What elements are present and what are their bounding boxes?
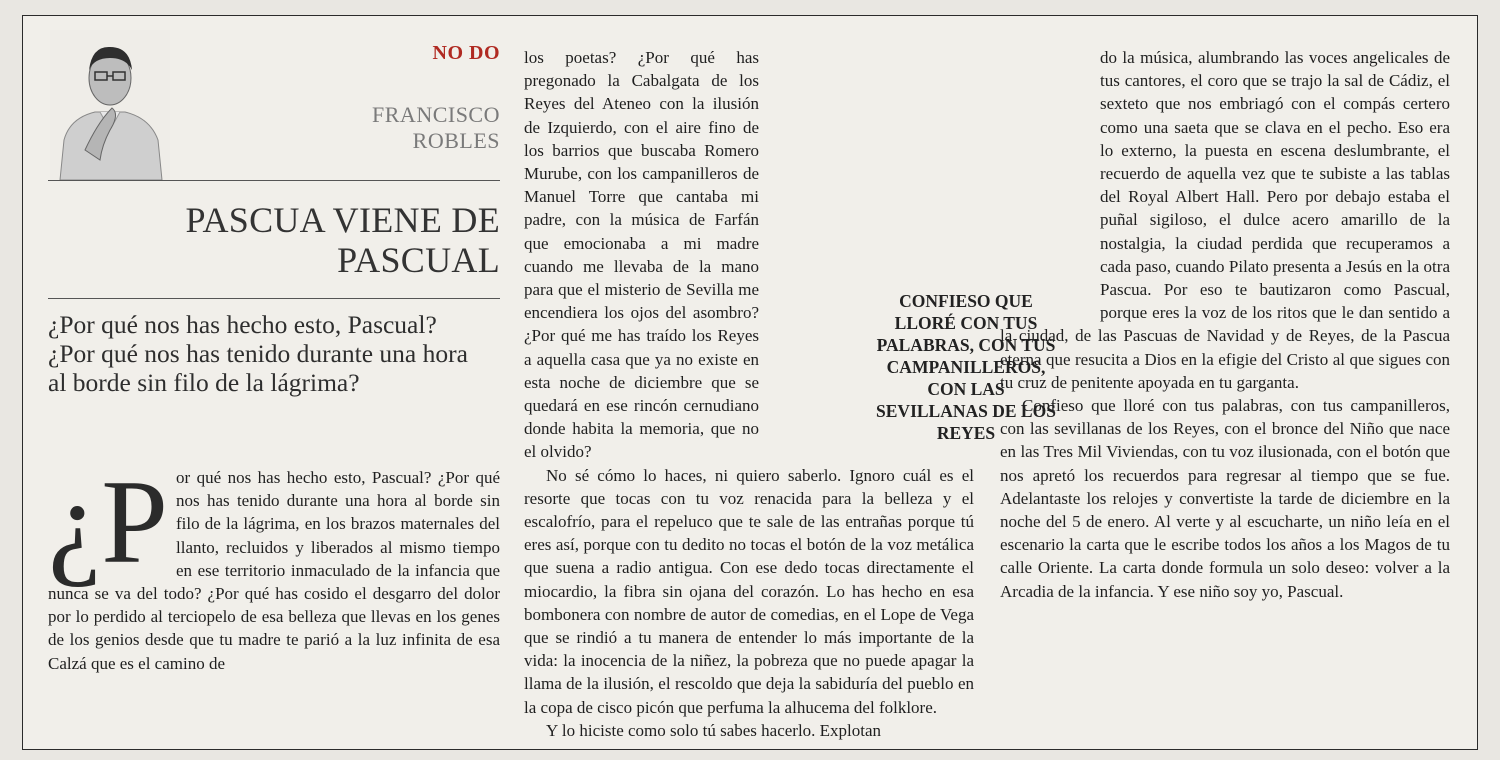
- headline: PASCUA VIENE DE PASCUAL: [185, 200, 500, 280]
- author-byline: [300, 102, 500, 154]
- lead-paragraph: ¿Por qué nos has hecho esto, Pascual? ¿Por qué nos has tenido durante una hora al borde sin filo de la lágrima?: [48, 310, 468, 397]
- drop-cap: ¿P: [48, 455, 168, 588]
- paragraph-4: Confieso que lloré con tus palabras, con tus campanilleros, con las sevillanas de los Reyes, con el bronce del Niño que nace en las Tres Mil Viviendas, con tu voz ilusionada, con el botón que nos apretó los recuerdos para regresar al tiempo que se fue. Adelantaste los relojes y convertiste la tarde de diciembre en la noche del 5 de enero. Al verte y al escucharte, un niño leía en el escenario la carta que le escribe todos los años a los Magos de tu calle Oriente. La carta donde formula un solo deseo: volver a la Arcadia de la infancia. Y ese niño soy yo, Pascual.: [1000, 396, 1450, 601]
- paragraph-3: Y lo hiciste como solo tú sabes hacerlo. Explotan: [546, 720, 882, 740]
- column-1-body: [48, 455, 500, 675]
- column-3-body: [1000, 46, 1450, 603]
- headline-rule: [48, 298, 500, 299]
- pull-quote: CONFIESO QUE LLORÉ CON TUS PALABRAS, CON TUS CAMPANILLEROS, CON LAS SEVILLANAS DE LOS REYES: [876, 291, 1056, 443]
- author-last-name: ROBLES: [412, 128, 500, 153]
- paragraph-1: or qué nos has hecho esto, Pascual? ¿Por qué nos has tenido durante una hora al borde sin filo de la lágrima, en los brazos maternales del llanto, recluidos y liberados al mismo tiempo en ese territorio inmaculado de la infancia que nunca se va del todo? ¿Por qué has cosido el desgarro del dolor por lo perdido al terciopelo de esa belleza que llevas en los genes de los genios desde que tu madre te parió a la luz infinita de esa Calzá que es el camino de: [48, 468, 500, 673]
- author-photo: [50, 30, 170, 180]
- paragraph-2: No sé cómo lo haces, ni quiero saberlo. Ignoro cuál es el resorte que tocas con tu voz renacida para la belleza y el escalofrío, para el repeluco que te sale de las entrañas porque tú eres así, porque con tu dedito no tocas el botón de la voz metálica que suena a radio antigua. Con ese dedo tocas directamente el miocardio, la fibra sin ojana del corazón. Lo has hecho en esa bombonera con nombre de autor de comedias, en el Lope de Vega que se rindió a tu manera de entender lo más importante de la vida: la inocencia de la niñez, la pobreza que no puede apagar la llama de la ilusión, el rescoldo que deja la sabiduría del pueblo en la copa de cisco picón que perfuma la alhucema del folklore.: [524, 465, 974, 717]
- author-first-name: FRANCISCO: [372, 102, 500, 127]
- paragraph-3-continued: do la música, alumbrando las voces angelicales de tus cantores, el coro que se trajo la sal de Cádiz, el sexteto que nos embriagó con el compás certero como una saeta que se clava en el pecho. Eso era lo externo, la puesta en escena deslumbrante, el recuerdo de aquella vez que te subiste a las tablas del Royal Albert Hall. Pero por debajo estaba el puñal sigiloso, el dulce acero amarillo de la nostalgia, la ciudad perdida que recuperamos a cada paso, cuando Pilato presenta a Jesús en la otra Pascua. Por eso te bautizaron como Pascual, porque eres la voz de los ritos que le dan sentido a la ciudad, de las Pascuas de Navidad y de Reyes, de la Pascua eterna que resucita a Dios en la efigie del Cristo al que sigues con tu cruz de penitente apoyada en tu garganta.: [1000, 48, 1450, 392]
- byline-rule: [48, 180, 500, 181]
- pull-quote-space-right: [1000, 254, 1100, 302]
- section-label: NO DO: [432, 42, 500, 64]
- paragraph-1-continued: los poetas? ¿Por qué has pregonado la Cabalgata de los Reyes del Ateneo con la ilusión de Izquierdo, con el aire fino de los barrios que buscaba Romero Murube, con los campanilleros de Manuel Torre que cantaba mi padre, con la música de Farfán que emocionaba a mi madre cuando me llevaba de la mano para que el misterio de Sevilla me encendiera los ojos del asombro? ¿Por qué me has traído los Reyes a aquella casa que ya no existe en esta noche de diciembre que se quedará en ese rincón cernudiano donde habita la memoria, que no el olvido?: [524, 48, 759, 462]
